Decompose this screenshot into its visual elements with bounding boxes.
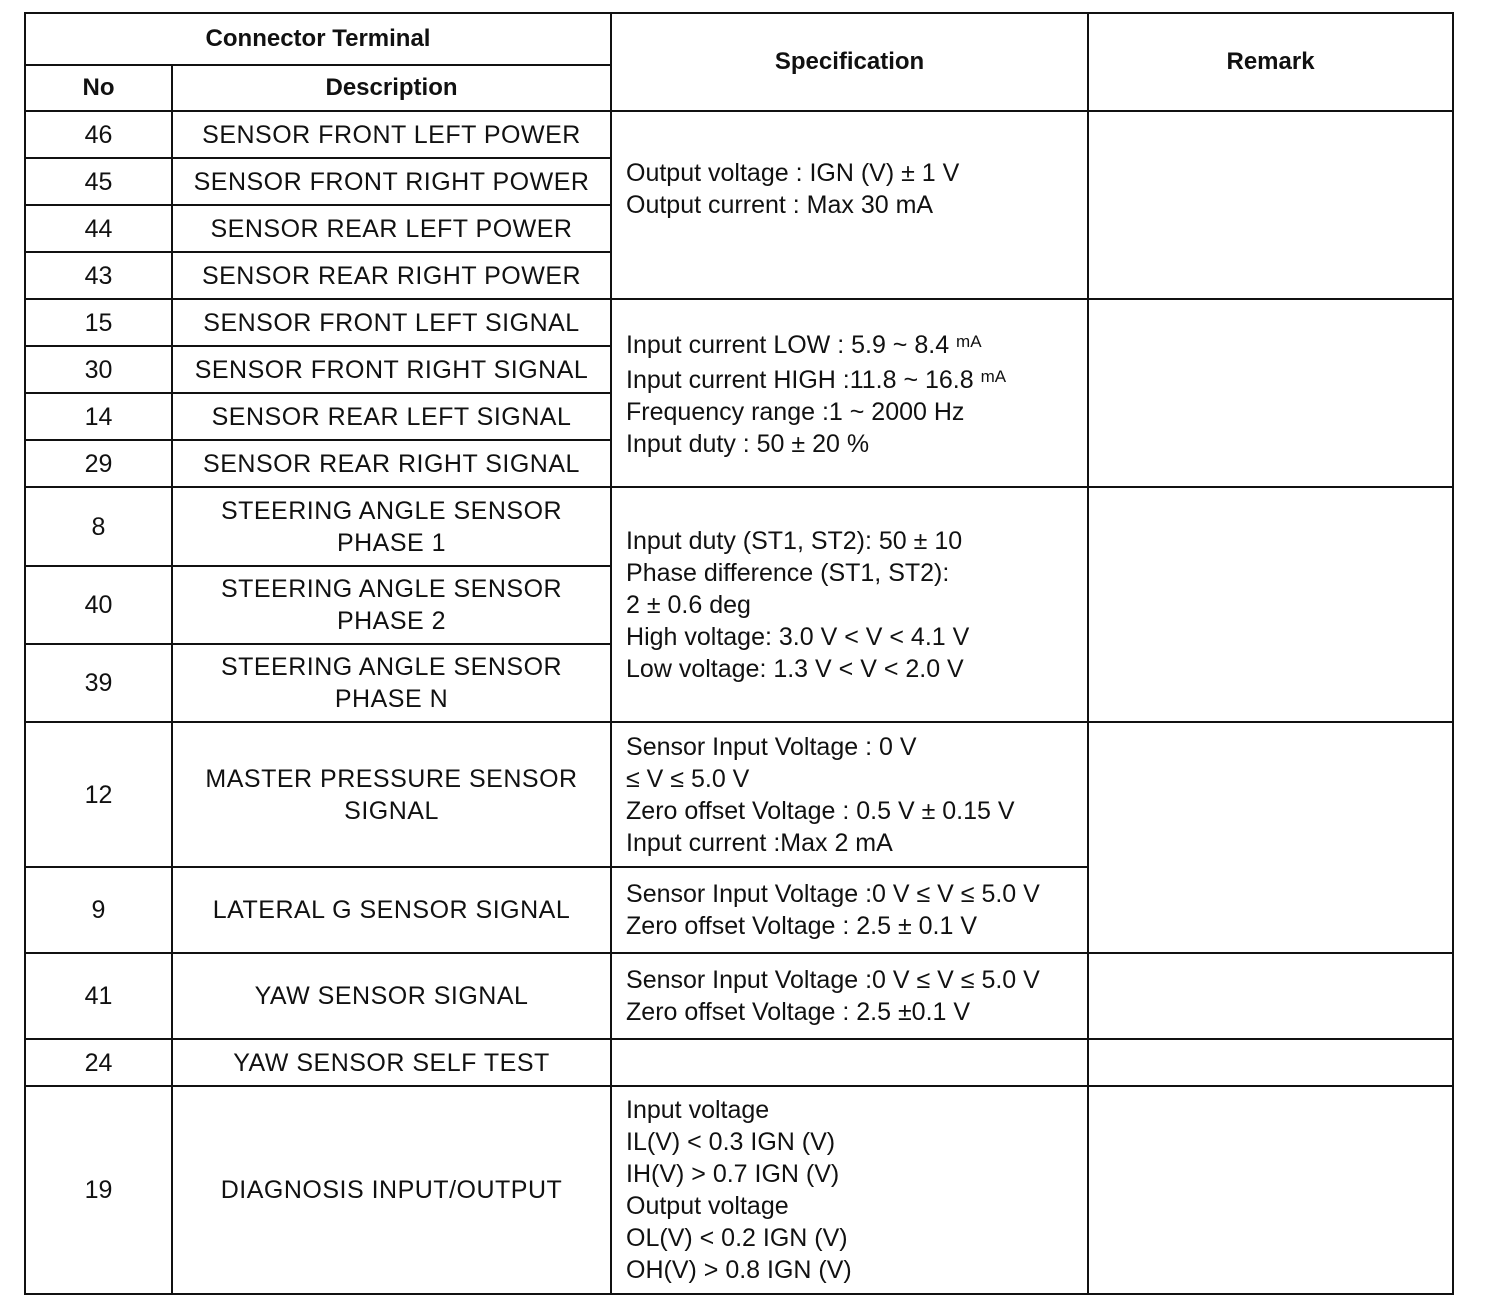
terminal-description: YAW SENSOR SIGNAL <box>172 953 611 1039</box>
spec-line: Sensor Input Voltage :0 V ≤ V ≤ 5.0 V <box>626 966 1040 994</box>
terminal-no: 46 <box>25 111 172 158</box>
spec-diagnosis <box>611 1086 1088 1294</box>
terminal-no: 30 <box>25 346 172 393</box>
terminal-description <box>172 644 611 722</box>
description-line: PHASE 1 <box>336 528 447 557</box>
spec-line: Input current :Max 2 mA <box>626 828 893 857</box>
spec-line: 2 ± 0.6 deg <box>626 590 751 619</box>
spec-line: Zero offset Voltage : 0.5 V ± 0.15 V <box>626 796 1015 825</box>
spec-line <box>626 326 1081 361</box>
terminal-no: 44 <box>25 205 172 252</box>
terminal-no: 43 <box>25 252 172 299</box>
table-row <box>25 1086 1453 1294</box>
spec-text: Input current LOW : 5.9 ~ 8.4 <box>626 331 957 359</box>
spec-line: Frequency range :1 ~ 2000 Hz <box>626 398 965 426</box>
description-line: STEERING ANGLE SENSOR <box>220 496 563 525</box>
unit-label: mA <box>956 332 982 351</box>
terminal-description: SENSOR REAR LEFT SIGNAL <box>172 393 611 440</box>
unit-label: mA <box>980 367 1007 386</box>
terminal-no: 24 <box>25 1039 172 1086</box>
terminal-description <box>172 487 611 566</box>
remark-cell <box>1088 953 1453 1039</box>
terminal-no: 8 <box>25 487 172 566</box>
terminal-no: 15 <box>25 299 172 346</box>
spec-line <box>626 361 1081 396</box>
connector-spec-table <box>24 12 1454 1295</box>
terminal-description <box>172 722 611 867</box>
spec-yaw-self-test <box>611 1039 1088 1086</box>
terminal-description: LATERAL G SENSOR SIGNAL <box>172 867 611 953</box>
spec-lateral-g <box>611 867 1088 953</box>
terminal-no: 9 <box>25 867 172 953</box>
remark-cell <box>1088 722 1453 953</box>
remark-cell <box>1088 1039 1453 1086</box>
spec-line: OH(V) > 0.8 IGN (V) <box>626 1256 852 1284</box>
spec-text: Input current HIGH :11.8 ~ 16.8 <box>626 366 981 394</box>
remark-cell <box>1088 111 1453 299</box>
table-row <box>25 111 1453 158</box>
spec-line: High voltage: 3.0 V < V < 4.1 V <box>626 622 970 651</box>
terminal-no: 12 <box>25 722 172 867</box>
spec-line: OL(V) < 0.2 IGN (V) <box>626 1224 848 1252</box>
spec-line: Input duty (ST1, ST2): 50 ± 10 <box>626 526 963 555</box>
spec-line: Output voltage <box>626 1192 789 1220</box>
remark-cell <box>1088 1086 1453 1294</box>
remark-cell <box>1088 487 1453 722</box>
spec-master-pressure <box>611 722 1088 867</box>
terminal-description: SENSOR FRONT LEFT POWER <box>172 111 611 158</box>
terminal-description: SENSOR REAR RIGHT SIGNAL <box>172 440 611 487</box>
spec-line: IH(V) > 0.7 IGN (V) <box>626 1160 840 1188</box>
description-line: PHASE N <box>334 685 449 713</box>
spec-line: Output current : Max 30 mA <box>626 191 934 219</box>
spec-yaw <box>611 953 1088 1039</box>
terminal-description: SENSOR REAR RIGHT POWER <box>172 252 611 299</box>
spec-line: IL(V) < 0.3 IGN (V) <box>626 1128 836 1156</box>
terminal-description: DIAGNOSIS INPUT/OUTPUT <box>172 1086 611 1294</box>
terminal-description: SENSOR REAR LEFT POWER <box>172 205 611 252</box>
specification-header: Specification <box>611 13 1088 111</box>
terminal-no: 14 <box>25 393 172 440</box>
description-header: Description <box>172 65 611 111</box>
terminal-description: YAW SENSOR SELF TEST <box>172 1039 611 1086</box>
table-row <box>25 722 1453 867</box>
remark-header: Remark <box>1088 13 1453 111</box>
spec-signal <box>611 299 1088 487</box>
spec-power <box>611 111 1088 299</box>
terminal-no: 41 <box>25 953 172 1039</box>
remark-cell <box>1088 299 1453 487</box>
no-header: No <box>25 65 172 111</box>
terminal-description: SENSOR FRONT LEFT SIGNAL <box>172 299 611 346</box>
spec-line: Phase difference (ST1, ST2): <box>626 558 950 587</box>
description-line: MASTER PRESSURE SENSOR <box>205 764 578 793</box>
terminal-description <box>172 566 611 644</box>
table-row <box>25 1039 1453 1086</box>
spec-line: Input voltage <box>626 1096 770 1124</box>
table-row <box>25 953 1453 1039</box>
spec-line: Low voltage: 1.3 V < V < 2.0 V <box>626 654 964 683</box>
spec-line: ≤ V ≤ 5.0 V <box>626 764 750 793</box>
terminal-no: 45 <box>25 158 172 205</box>
description-line: STEERING ANGLE SENSOR <box>220 653 563 681</box>
terminal-description: SENSOR FRONT RIGHT POWER <box>172 158 611 205</box>
description-line: PHASE 2 <box>336 607 447 635</box>
spec-line: Output voltage : IGN (V) ± 1 V <box>626 159 960 187</box>
description-line: STEERING ANGLE SENSOR <box>220 575 563 603</box>
connector-terminal-header: Connector Terminal <box>25 13 611 65</box>
spec-line: Sensor Input Voltage :0 V ≤ V ≤ 5.0 V <box>626 880 1040 908</box>
spec-line: Input duty : 50 ± 20 % <box>626 430 870 458</box>
terminal-no: 19 <box>25 1086 172 1294</box>
spec-line: Zero offset Voltage : 2.5 ±0.1 V <box>626 998 971 1026</box>
table-row <box>25 299 1453 346</box>
spec-line: Zero offset Voltage : 2.5 ± 0.1 V <box>626 912 977 940</box>
terminal-no: 39 <box>25 644 172 722</box>
terminal-no: 29 <box>25 440 172 487</box>
terminal-no: 40 <box>25 566 172 644</box>
table-row <box>25 487 1453 566</box>
terminal-description: SENSOR FRONT RIGHT SIGNAL <box>172 346 611 393</box>
spec-line: Sensor Input Voltage : 0 V <box>626 732 917 761</box>
description-line: SIGNAL <box>344 796 439 825</box>
spec-steering <box>611 487 1088 722</box>
